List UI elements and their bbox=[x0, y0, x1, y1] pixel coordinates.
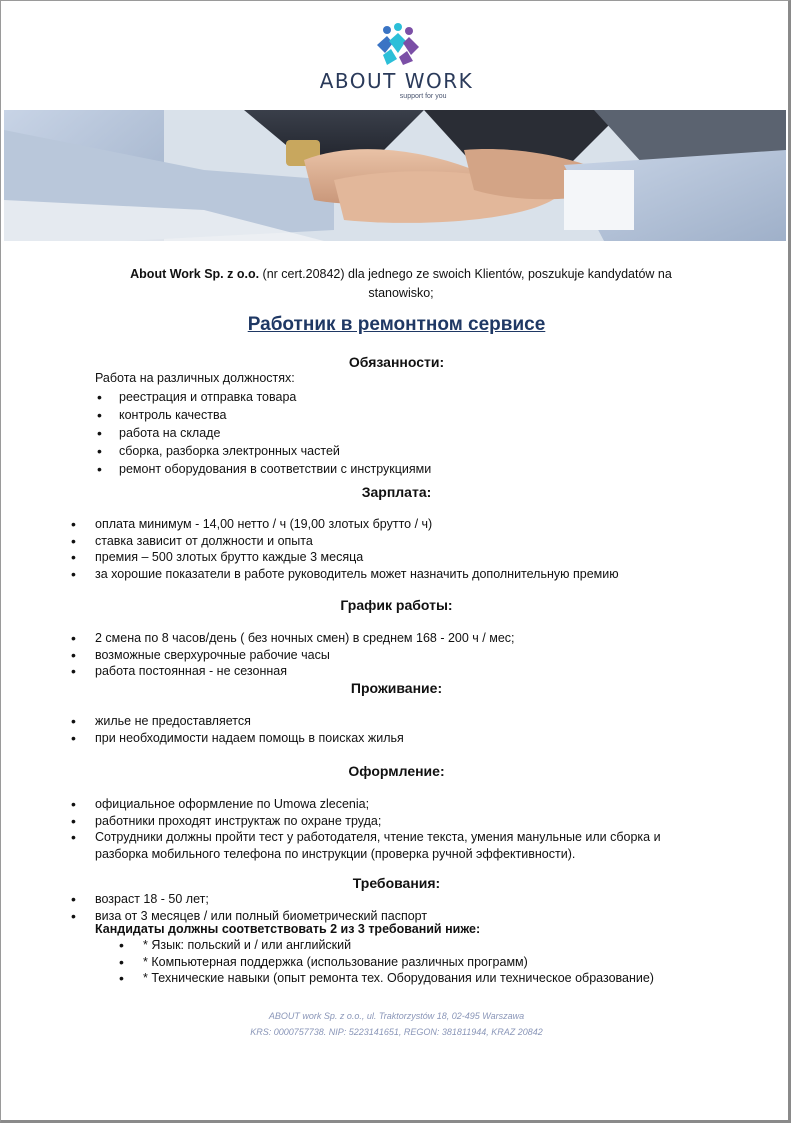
housing-list bbox=[95, 713, 404, 746]
requirements-list bbox=[95, 891, 427, 924]
company-name: About Work Sp. z o.o. bbox=[130, 267, 260, 281]
logo-tagline: support for you bbox=[399, 93, 447, 100]
schedule-heading: График работы: bbox=[340, 597, 453, 613]
list-item: • работники проходят инструктаж по охране труда; bbox=[95, 813, 715, 830]
duties-heading: Обязанности: bbox=[348, 354, 445, 370]
formal-list bbox=[95, 796, 715, 862]
duties-lead: Работа на различных должностях: bbox=[95, 371, 295, 385]
list-item: • за хорошие показатели в работе руководитель может назначить дополнительную премию bbox=[95, 566, 619, 583]
list-item: • при необходимости надаем помощь в поисках жилья bbox=[95, 730, 404, 747]
people-logo-icon bbox=[369, 23, 425, 67]
intro-paragraph bbox=[111, 265, 691, 303]
list-item: • возможные сверхурочные рабочие часы bbox=[95, 647, 515, 664]
company-logo bbox=[1, 23, 791, 100]
salary-list bbox=[95, 516, 619, 582]
list-item: • оплата минимум - 14,00 нетто / ч (19,00 злотых брутто / ч) bbox=[95, 516, 619, 533]
list-item: • сборка, разборка электронных частей bbox=[119, 442, 431, 460]
list-item: • виза от 3 месяцев / или полный биометрический паспорт bbox=[95, 908, 427, 925]
list-item: • жилье не предоставляется bbox=[95, 713, 404, 730]
schedule-list bbox=[95, 630, 515, 680]
list-item: • ремонт оборудования в соответствии с инструкциями bbox=[119, 460, 431, 478]
list-item: • ставка зависит от должности и опыта bbox=[95, 533, 619, 550]
footer-registration: KRS: 0000757738. NIP: 5223141651, REGON: 381811944, KRAZ 20842 bbox=[250, 1027, 543, 1037]
salary-heading: Зарплата: bbox=[361, 484, 432, 500]
list-item: • * Язык: польский и / или английский bbox=[143, 937, 654, 954]
requirements-lead: Кандидаты должны соответствовать 2 из 3 требований ниже: bbox=[95, 922, 481, 936]
list-item: • официальное оформление по Umowa zlecenia; bbox=[95, 796, 715, 813]
list-item: • работа на складе bbox=[119, 424, 431, 442]
job-title: Работник в ремонтном сервисе bbox=[247, 314, 546, 335]
list-item: • 2 смена по 8 часов/день ( без ночных смен) в среднем 168 - 200 ч / мес; bbox=[95, 630, 515, 647]
requirements-sublist bbox=[143, 937, 654, 987]
stacked-hands-image bbox=[4, 110, 786, 241]
list-item: • контроль качества bbox=[119, 406, 431, 424]
intro-text: (nr cert.20842) dla jednego ze swoich Klientów, poszukuje kandydatów na stanowisko; bbox=[259, 267, 672, 300]
list-item: • реестрация и отправка товара bbox=[119, 388, 431, 406]
formal-heading: Оформление: bbox=[348, 763, 445, 779]
logo-name: ABOUT WORK bbox=[319, 69, 474, 93]
list-item: • возраст 18 - 50 лет; bbox=[95, 891, 427, 908]
banner-photo bbox=[4, 110, 786, 241]
list-item: • * Компьютерная поддержка (использование различных программ) bbox=[143, 954, 654, 971]
requirements-heading: Требования: bbox=[352, 875, 441, 891]
list-item: • Сотрудники должны пройти тест у работодателя, чтение текста, умения манульные или сборка и разборка мобильного телефона по инструкции (проверка ручной эффективности). bbox=[95, 829, 715, 862]
list-item: • * Технические навыки (опыт ремонта тех. Оборудования или техническое образование) bbox=[143, 970, 654, 987]
list-item: • премия – 500 злотых брутто каждые 3 месяца bbox=[95, 549, 619, 566]
list-item: • работа постоянная - не сезонная bbox=[95, 663, 515, 680]
duties-list bbox=[119, 388, 431, 478]
housing-heading: Проживание: bbox=[350, 680, 443, 696]
footer-address: ABOUT work Sp. z o.o., ul. Traktorzystów 18, 02-495 Warszawa bbox=[268, 1011, 525, 1021]
